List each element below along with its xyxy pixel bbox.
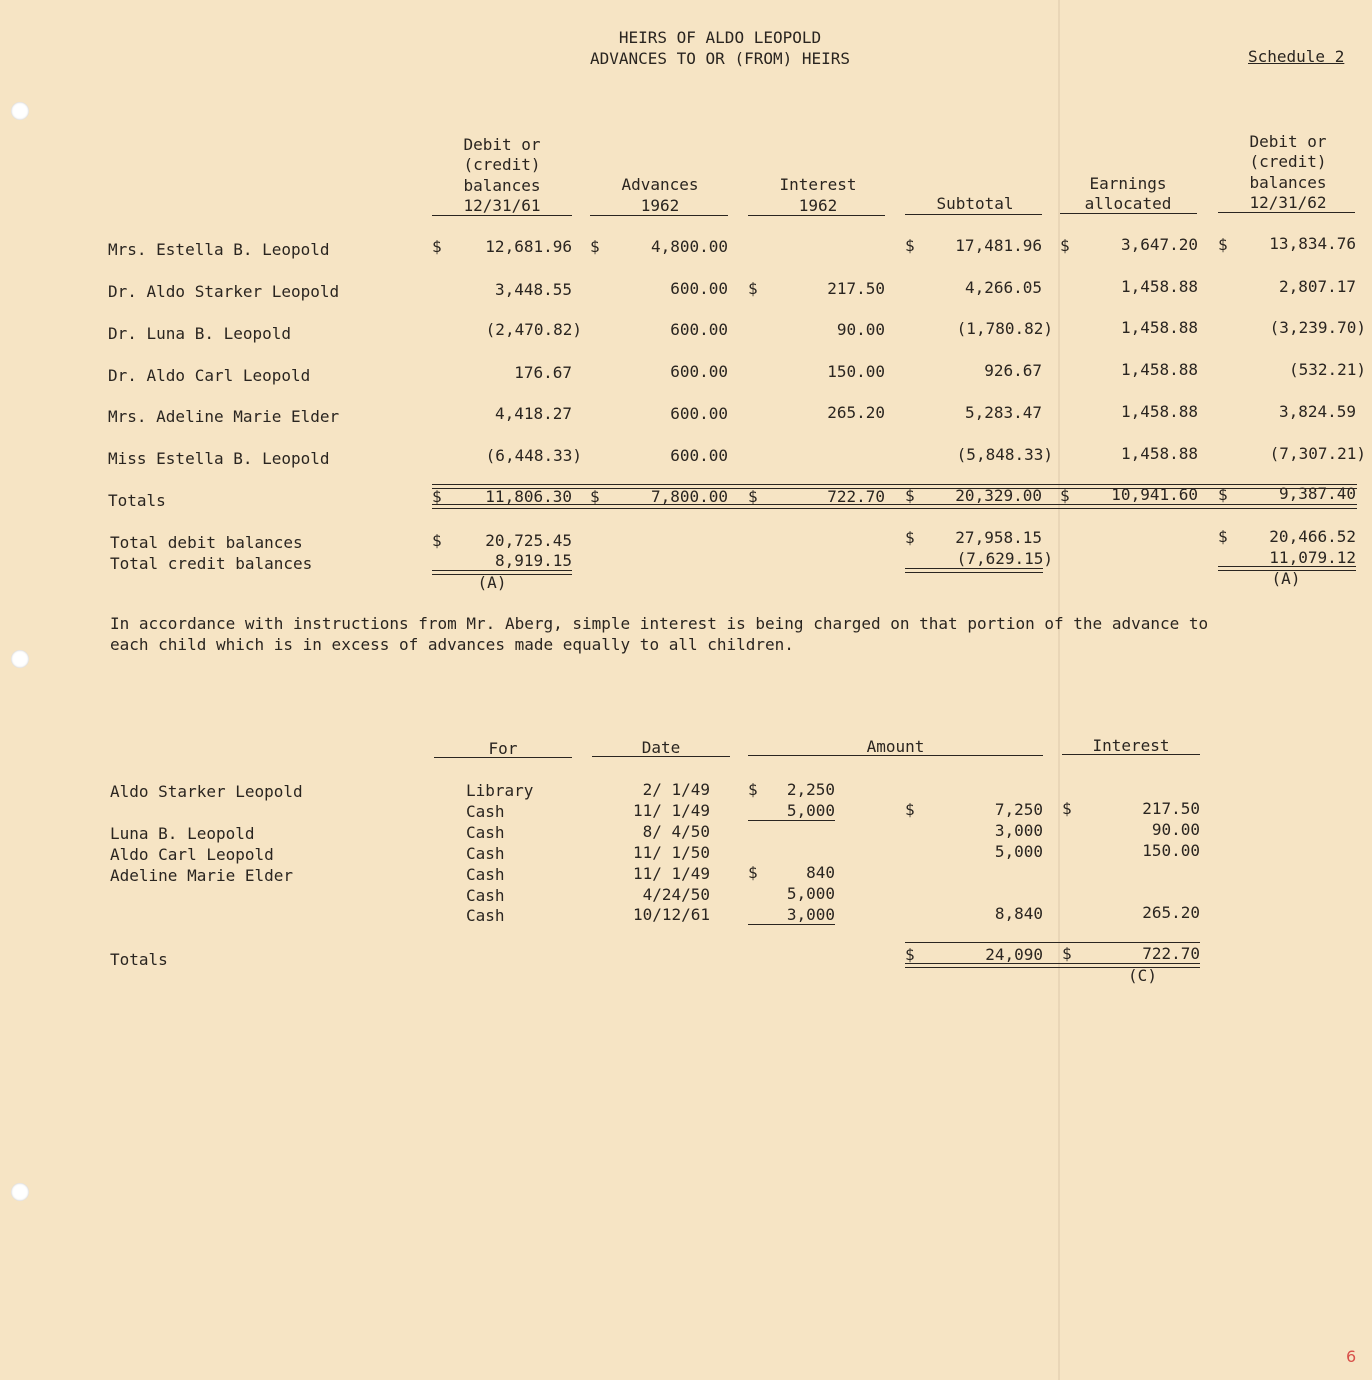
- document-subtitle: ADVANCES TO OR (FROM) HEIRS: [589, 49, 851, 68]
- punch-hole-top: [11, 102, 29, 120]
- header-rule: [434, 757, 572, 758]
- subtotal-balance-rule: [905, 568, 1043, 573]
- total-credit-label: Total credit balances: [110, 554, 313, 573]
- advance-total: 3,000: [994, 821, 1043, 840]
- advance-date: 11/ 1/49: [632, 864, 710, 883]
- advance-amount: 2,250: [786, 780, 835, 799]
- heir-name: Mrs. Adeline Marie Elder: [108, 407, 340, 426]
- col2-header-line: Advances: [621, 175, 699, 194]
- total-balance-62: 9,387.40: [1278, 484, 1356, 503]
- col1-header-line: balances: [463, 176, 541, 195]
- col6-header-line: 12/31/62: [1249, 193, 1327, 212]
- credit-balance-61: 8,919.15: [494, 551, 572, 570]
- cell-subtotal: (1,780.82): [956, 319, 1053, 338]
- dollar-sign: $: [1218, 485, 1228, 504]
- dollar-sign: $: [432, 487, 442, 506]
- dollar-sign: $: [1218, 527, 1228, 546]
- schedule-label: Schedule 2: [1248, 47, 1345, 66]
- cell-balance-61: (6,448.33): [485, 446, 582, 465]
- punch-hole-bottom: [11, 1183, 29, 1201]
- total-subtotal: 20,329.00: [955, 486, 1042, 505]
- header-date: Date: [641, 738, 681, 757]
- header-interest: Interest: [1092, 736, 1170, 755]
- debit-balance-62: 20,466.52: [1269, 527, 1356, 546]
- cell-advances: 600.00: [670, 320, 728, 339]
- heir-name: Dr. Aldo Starker Leopold: [108, 282, 340, 301]
- cell-advances: 600.00: [670, 404, 728, 423]
- advance-heir-name: Aldo Starker Leopold: [110, 782, 303, 801]
- col6-header-line: (credit): [1249, 152, 1327, 171]
- cell-subtotal: 5,283.47: [964, 403, 1042, 422]
- dollar-sign: $: [590, 237, 600, 256]
- advance-interest: 150.00: [1142, 841, 1200, 860]
- punch-hole-middle: [11, 650, 29, 668]
- col3-header-line: 1962: [798, 196, 838, 215]
- advance-amount: 5,000: [786, 801, 835, 820]
- cell-earnings: 3,647.20: [1120, 235, 1198, 254]
- note-line-2: each child which is in excess of advances made equally to all children.: [110, 635, 794, 654]
- header-rule: [1060, 213, 1197, 214]
- credit-balance-62: 11,079.12: [1269, 548, 1356, 567]
- debit-subtotal: 27,958.15: [955, 528, 1042, 547]
- total-balance-61: 11,806.30: [485, 487, 572, 506]
- cell-advances: 600.00: [670, 279, 728, 298]
- col3-header-line: Interest: [779, 175, 857, 194]
- advance-heir-name: Luna B. Leopold: [110, 824, 255, 843]
- col5-header-line: Earnings: [1089, 174, 1167, 193]
- cell-balance-61: 4,418.27: [494, 404, 572, 423]
- dollar-sign: $: [905, 945, 915, 964]
- cell-balance-61: (2,470.82): [485, 320, 582, 339]
- cell-balance-62: (3,239.70): [1269, 318, 1366, 337]
- dollar-sign: $: [905, 236, 915, 255]
- dollar-sign: $: [905, 800, 915, 819]
- cell-earnings: 1,458.88: [1120, 318, 1198, 337]
- totals-bottom-rule: [432, 504, 1357, 509]
- advance-for: Cash: [466, 865, 505, 884]
- header-rule: [1062, 754, 1200, 755]
- advance-heir-name: Aldo Carl Leopold: [110, 845, 274, 864]
- dollar-sign: $: [1060, 486, 1070, 505]
- totals-top-rule: [905, 942, 1200, 943]
- advance-for: Cash: [466, 823, 505, 842]
- header-amount: Amount: [866, 737, 925, 756]
- advance-total: 8,840: [994, 904, 1043, 923]
- header-for: For: [488, 739, 518, 758]
- footnote-a: (A): [1271, 569, 1301, 588]
- cell-balance-61: 176.67: [514, 363, 572, 382]
- dollar-sign: $: [748, 279, 758, 298]
- note-line-1: In accordance with instructions from Mr. Aberg, simple interest is being charged on that portion of the advance to: [110, 614, 1209, 633]
- cell-balance-62: 2,807.17: [1278, 277, 1356, 296]
- cell-advances: 600.00: [670, 362, 728, 381]
- advance-for: Cash: [466, 886, 505, 905]
- advance-amount: 5,000: [786, 884, 835, 903]
- dollar-sign: $: [1062, 944, 1072, 963]
- amount-rule: [748, 820, 835, 821]
- total-interest: 722.70: [1142, 944, 1200, 963]
- cell-earnings: 1,458.88: [1120, 402, 1198, 421]
- dollar-sign: $: [905, 486, 915, 505]
- header-rule: [590, 215, 728, 216]
- advance-amount: 3,000: [786, 905, 835, 924]
- dollar-sign: $: [1218, 235, 1228, 254]
- footnote-c: (C): [1128, 966, 1157, 985]
- col1-header-line: 12/31/61: [463, 196, 541, 215]
- document-title: HEIRS OF ALDO LEOPOLD: [618, 28, 822, 47]
- cell-earnings: 1,458.88: [1120, 360, 1198, 379]
- advance-total: 5,000: [994, 842, 1043, 861]
- cell-subtotal: 926.67: [984, 361, 1042, 380]
- advance-date: 8/ 4/50: [642, 822, 710, 841]
- cell-earnings: 1,458.88: [1120, 444, 1198, 463]
- dollar-sign: $: [590, 487, 600, 506]
- advance-interest: 265.20: [1142, 903, 1200, 922]
- advance-interest: 90.00: [1151, 820, 1200, 839]
- cell-subtotal: 4,266.05: [964, 278, 1042, 297]
- advance-date: 4/24/50: [642, 885, 710, 904]
- dollar-sign: $: [1062, 799, 1072, 818]
- header-rule: [748, 755, 1043, 756]
- total-advances: 7,800.00: [650, 487, 728, 506]
- header-rule: [748, 215, 885, 216]
- header-rule: [905, 214, 1042, 215]
- cell-balance-62: (532.21): [1288, 360, 1366, 379]
- total-debit-label: Total debit balances: [110, 533, 303, 552]
- advance-for: Library: [466, 781, 534, 800]
- dollar-sign: $: [748, 780, 758, 799]
- advance-heir-name: Adeline Marie Elder: [110, 866, 294, 885]
- col4-header-line: Subtotal: [936, 194, 1014, 213]
- cell-balance-62: 13,834.76: [1269, 234, 1356, 253]
- header-rule: [432, 215, 572, 216]
- advance-date: 10/12/61: [632, 905, 710, 924]
- debit-balance-61: 20,725.45: [485, 531, 572, 550]
- cell-interest: 265.20: [827, 403, 885, 422]
- advance-for: Cash: [466, 844, 505, 863]
- cell-earnings: 1,458.88: [1120, 277, 1198, 296]
- heir-name: Dr. Aldo Carl Leopold: [108, 366, 311, 385]
- col6-header-line: balances: [1249, 173, 1327, 192]
- dollar-sign: $: [748, 487, 758, 506]
- dollar-sign: $: [432, 237, 442, 256]
- col2-header-line: 1962: [640, 196, 680, 215]
- header-rule: [592, 756, 730, 757]
- advance-date: 2/ 1/49: [642, 780, 710, 799]
- cell-subtotal: (5,848.33): [956, 445, 1053, 464]
- cell-subtotal: 17,481.96: [955, 236, 1042, 255]
- dollar-sign: $: [748, 863, 758, 882]
- advance-interest: 217.50: [1142, 799, 1200, 818]
- header-rule: [1218, 212, 1355, 213]
- heir-name: Mrs. Estella B. Leopold: [108, 240, 330, 259]
- col1-header-line: Debit or: [463, 135, 541, 154]
- dollar-sign: $: [432, 531, 442, 550]
- total-amount: 24,090: [985, 945, 1043, 964]
- cell-balance-62: (7,307.21): [1269, 444, 1366, 463]
- advance-for: Cash: [466, 906, 505, 925]
- cell-interest: 90.00: [836, 320, 885, 339]
- totals-label: Totals: [110, 950, 168, 969]
- advance-date: 11/ 1/49: [632, 801, 710, 820]
- cell-advances: 4,800.00: [650, 237, 728, 256]
- heir-name: Miss Estella B. Leopold: [108, 449, 330, 468]
- totals-label: Totals: [108, 491, 166, 510]
- dollar-sign: $: [905, 528, 915, 547]
- advance-for: Cash: [466, 802, 505, 821]
- page-number: 6: [1346, 1347, 1357, 1366]
- cell-balance-61: 3,448.55: [494, 280, 572, 299]
- col1-header-line: (credit): [463, 155, 541, 174]
- advance-total: 7,250: [994, 800, 1043, 819]
- total-interest: 722.70: [827, 487, 885, 506]
- footnote-a: (A): [477, 573, 507, 592]
- col6-header-line: Debit or: [1249, 132, 1327, 151]
- cell-interest: 150.00: [827, 362, 885, 381]
- credit-subtotal: (7,629.15): [956, 549, 1053, 568]
- cell-balance-61: 12,681.96: [485, 237, 572, 256]
- cell-interest: 217.50: [827, 279, 885, 298]
- heir-name: Dr. Luna B. Leopold: [108, 324, 292, 343]
- col5-header-line: allocated: [1084, 194, 1172, 213]
- dollar-sign: $: [1060, 236, 1070, 255]
- advance-amount: 840: [806, 863, 835, 882]
- advance-date: 11/ 1/50: [632, 843, 710, 862]
- total-earnings: 10,941.60: [1111, 485, 1198, 504]
- amount-rule: [748, 924, 835, 925]
- cell-balance-62: 3,824.59: [1278, 402, 1356, 421]
- cell-advances: 600.00: [670, 446, 728, 465]
